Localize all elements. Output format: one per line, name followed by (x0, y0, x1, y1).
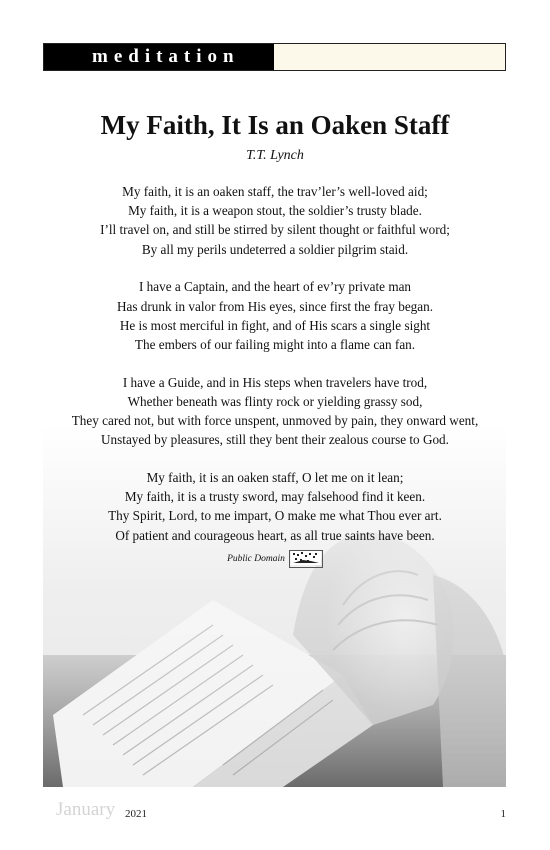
poem-line: I have a Guide, and in His steps when travelers have trod, (122, 374, 428, 390)
section-header (43, 43, 506, 71)
poem-line: I’ll travel on, and still be stirred by silent thought or faithful word; (100, 222, 450, 238)
stanza (0, 373, 550, 450)
section-header-fill (274, 44, 505, 70)
stanza (0, 182, 550, 259)
poem-line: My faith, it is an oaken staff, O let me on it lean; (146, 469, 404, 485)
poem-line: Thy Spirit, Lord, to me impart, O make me what Thou ever art. (108, 508, 442, 524)
poem-line: By all my perils undeterred a soldier pilgrim staid. (141, 241, 409, 257)
stanza (0, 277, 550, 354)
poem-line: I have a Captain, and the heart of ev’ry private man (138, 279, 412, 295)
poem-line: Of patient and courageous heart, as all true saints have been. (115, 527, 435, 543)
page-number: 1 (500, 808, 506, 820)
article-title: My Faith, It Is an Oaken Staff (100, 110, 450, 140)
copyright-credit (0, 550, 550, 568)
section-label: meditation (44, 44, 274, 70)
credit-text: Public Domain (227, 554, 285, 564)
poem-line: They cared not, but with force unspent, unmoved by pain, they onward went, (71, 413, 479, 429)
poem-line: Whether beneath was flinty rock or yielding grassy sod, (127, 393, 423, 409)
poem-body (0, 182, 550, 563)
article-author: T.T. Lynch (246, 148, 304, 163)
poem-line: Has drunk in valor from His eyes, since first the fray began. (116, 298, 434, 314)
stanza (0, 468, 550, 545)
poem-line: Unstayed by pleasures, still they bent their zealous course to God. (101, 432, 449, 448)
poem-line: The embers of our failing might into a flame can fan. (134, 336, 416, 352)
poem-line: My faith, it is a weapon stout, the soldier’s trusty blade. (128, 203, 422, 219)
footer-year: 2021 (125, 808, 147, 820)
poem-line: My faith, it is a trusty sword, may falsehood find it keen. (124, 489, 426, 505)
poem-line: My faith, it is an oaken staff, the trav’ler’s well-loved aid; (122, 184, 428, 199)
footer-month: January (56, 799, 116, 820)
public-domain-icon (289, 550, 323, 568)
poem-line: He is most merciful in fight, and of His scars a single sight (119, 317, 431, 333)
